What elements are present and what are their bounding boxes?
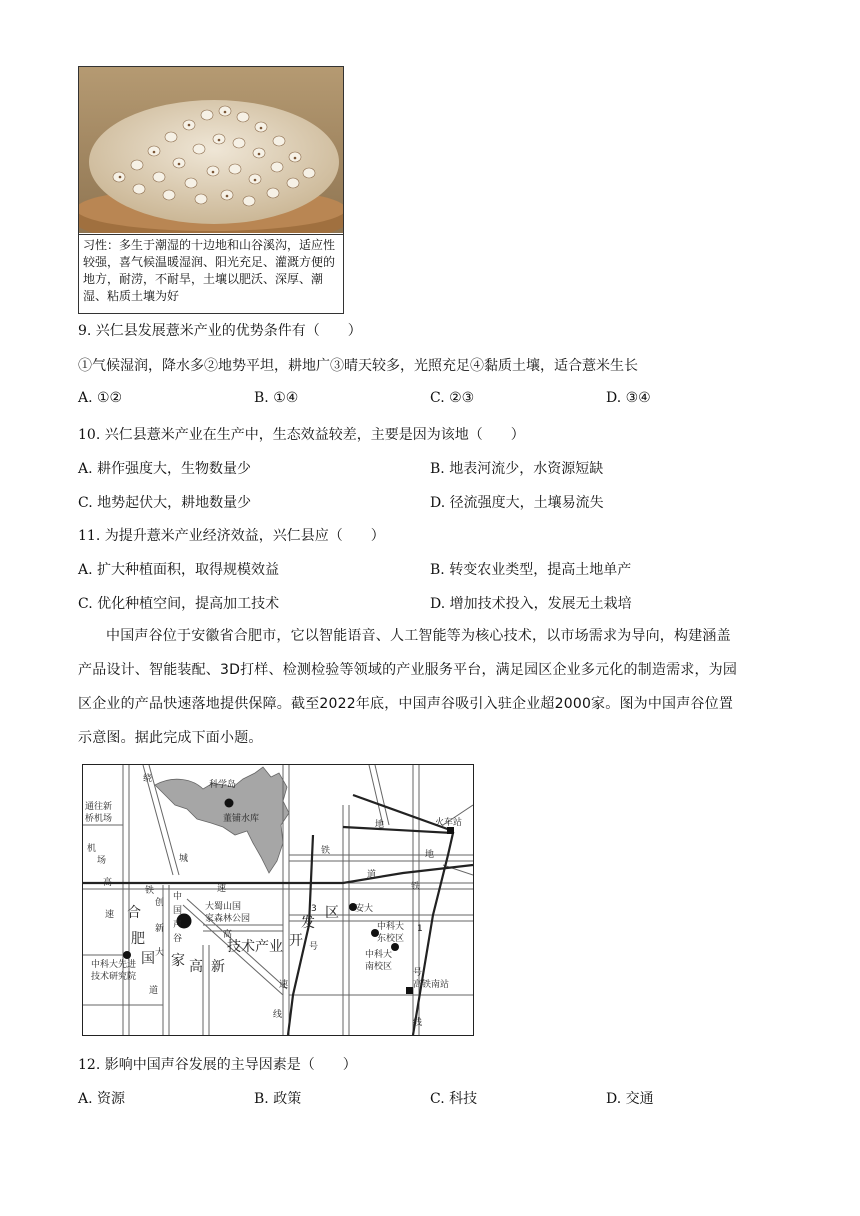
map-label-reservoir: 董铺水库	[223, 814, 260, 824]
svg-text:开: 开	[289, 933, 303, 949]
map-label-train-station: 火车站	[435, 818, 463, 828]
map-label-ustc-south-1: 中科大	[365, 950, 393, 960]
map-label-sound-valley-3: 声	[173, 920, 183, 930]
map-label-ustc-east-2: 东校区	[377, 934, 405, 944]
svg-text:新: 新	[211, 959, 225, 975]
svg-text:道: 道	[367, 870, 377, 880]
map-label-institute-2: 技术研究院	[91, 972, 137, 982]
q10-option-c[interactable]: C. 地势起伏大，耕地数量少	[78, 495, 252, 511]
svg-text:技术产业: 技术产业	[227, 939, 283, 955]
map-label-ustc-east-1: 中科大	[377, 922, 405, 932]
passage-line-3: 区企业的产品快速落地提供保障。截至2022年底，中国声谷吸引入驻企业超2000家。图为中国声谷位置	[78, 696, 734, 712]
map-label-park-2: 家森林公园	[205, 914, 251, 924]
svg-text:号: 号	[413, 968, 423, 978]
svg-text:号: 号	[309, 942, 319, 952]
svg-text:铁: 铁	[145, 886, 155, 896]
svg-text:机: 机	[87, 844, 97, 854]
q11-option-d[interactable]: D. 增加技术投入，发展无土栽培	[430, 596, 632, 612]
svg-text:地: 地	[375, 820, 385, 830]
q12-option-a[interactable]: A. 资源	[78, 1091, 126, 1107]
q12-option-c[interactable]: C. 科技	[430, 1091, 478, 1107]
q12-option-b[interactable]: B. 政策	[254, 1091, 302, 1107]
q9-option-d[interactable]: D. ③④	[606, 390, 651, 406]
passage-line-2: 产品设计、智能装配、3D打样、检测检验等领域的产业服务平台，满足园区企业多元化的制造需求，为园	[78, 662, 738, 678]
svg-text:合: 合	[127, 905, 141, 921]
q9-stem: 9. 兴仁县发展薏米产业的优势条件有（ ）	[78, 323, 362, 339]
svg-text:新: 新	[155, 924, 165, 934]
svg-text:城: 城	[179, 854, 189, 864]
svg-text:铁: 铁	[411, 882, 421, 892]
svg-text:肥: 肥	[131, 931, 145, 947]
map-label-reservoir-top: 科学岛	[209, 780, 237, 790]
svg-text:铁: 铁	[321, 846, 331, 856]
q11-option-a[interactable]: A. 扩大种植面积，取得规模效益	[78, 562, 280, 578]
q11-option-b[interactable]: B. 转变农业类型，提高土地单产	[430, 562, 632, 578]
svg-text:3: 3	[311, 904, 317, 914]
sound-valley-map	[82, 764, 474, 1036]
svg-text:高: 高	[103, 878, 113, 888]
svg-text:家: 家	[171, 953, 185, 969]
map-label-airport-1: 通往新	[85, 802, 113, 812]
svg-text:速: 速	[105, 910, 115, 920]
svg-text:速: 速	[217, 884, 227, 894]
q10-option-a[interactable]: A. 耕作强度大，生物数量少	[78, 461, 252, 477]
map-label-airport-2: 桥机场	[85, 814, 113, 824]
q11-option-c[interactable]: C. 优化种植空间，提高加工技术	[78, 596, 280, 612]
map-label-hsr-station: 高铁南站	[413, 980, 450, 990]
passage	[78, 619, 778, 755]
coix-caption: 习性：多生于潮湿的十边地和山谷溪沟，适应性较强，喜气候温暖湿润、阳光充足、灌溉方便的地方，耐涝，不耐旱，土壤以肥沃、深厚、潮湿、粘质土壤为好	[79, 234, 343, 310]
passage-line-1: 中国声谷位于安徽省合肥市，它以智能语音、人工智能等为核心技术，以市场需求为导向，构建涵盖	[106, 628, 731, 644]
coix-seed-photo	[79, 67, 343, 233]
svg-text:高: 高	[223, 930, 233, 940]
q9-statements: ①气候湿润，降水多②地势平坦，耕地广③晴天较多，光照充足④黏质土壤，适合薏米生长	[78, 358, 638, 374]
map-label-institute-1: 中科大先进	[91, 960, 137, 970]
q12-stem: 12. 影响中国声谷发展的主导因素是（ ）	[78, 1057, 357, 1073]
map-label-park-1: 大蜀山国	[205, 902, 242, 912]
coix-figure	[78, 66, 344, 314]
map-label-ustc-south-2: 南校区	[365, 962, 393, 972]
map-label-sound-valley-4: 谷	[173, 934, 183, 944]
q9-option-a[interactable]: A. ①②	[78, 390, 123, 406]
svg-text:区: 区	[325, 905, 339, 921]
svg-text:大: 大	[155, 948, 165, 958]
map-label-anhui-univ: 安大	[355, 904, 374, 914]
svg-text:线: 线	[273, 1010, 283, 1020]
q10-option-b[interactable]: B. 地表河流少，水资源短缺	[430, 461, 604, 477]
svg-text:创: 创	[155, 898, 165, 908]
svg-text:地: 地	[425, 850, 435, 860]
q10-stem: 10. 兴仁县薏米产业在生产中，生态效益较差，主要是因为该地（ ）	[78, 427, 525, 443]
q10-option-d[interactable]: D. 径流强度大，土壤易流失	[430, 495, 604, 511]
svg-text:国: 国	[141, 951, 155, 967]
svg-text:线: 线	[413, 1018, 423, 1028]
q11-stem: 11. 为提升薏米产业经济效益，兴仁县应（ ）	[78, 528, 385, 544]
svg-text:绕: 绕	[143, 774, 153, 784]
q12-option-d[interactable]: D. 交通	[606, 1091, 654, 1107]
q9-option-b[interactable]: B. ①④	[254, 390, 299, 406]
svg-text:速: 速	[279, 980, 289, 990]
map-label-sound-valley-1: 中	[173, 892, 183, 902]
svg-text:高: 高	[189, 959, 203, 975]
svg-text:发: 发	[301, 915, 315, 931]
svg-text:道: 道	[149, 986, 159, 996]
map-label-sound-valley-2: 国	[173, 906, 183, 916]
passage-line-4: 示意图。据此完成下面小题。	[78, 730, 263, 746]
svg-text:1: 1	[417, 924, 423, 934]
svg-text:场: 场	[97, 856, 107, 866]
q9-option-c[interactable]: C. ②③	[430, 390, 475, 406]
